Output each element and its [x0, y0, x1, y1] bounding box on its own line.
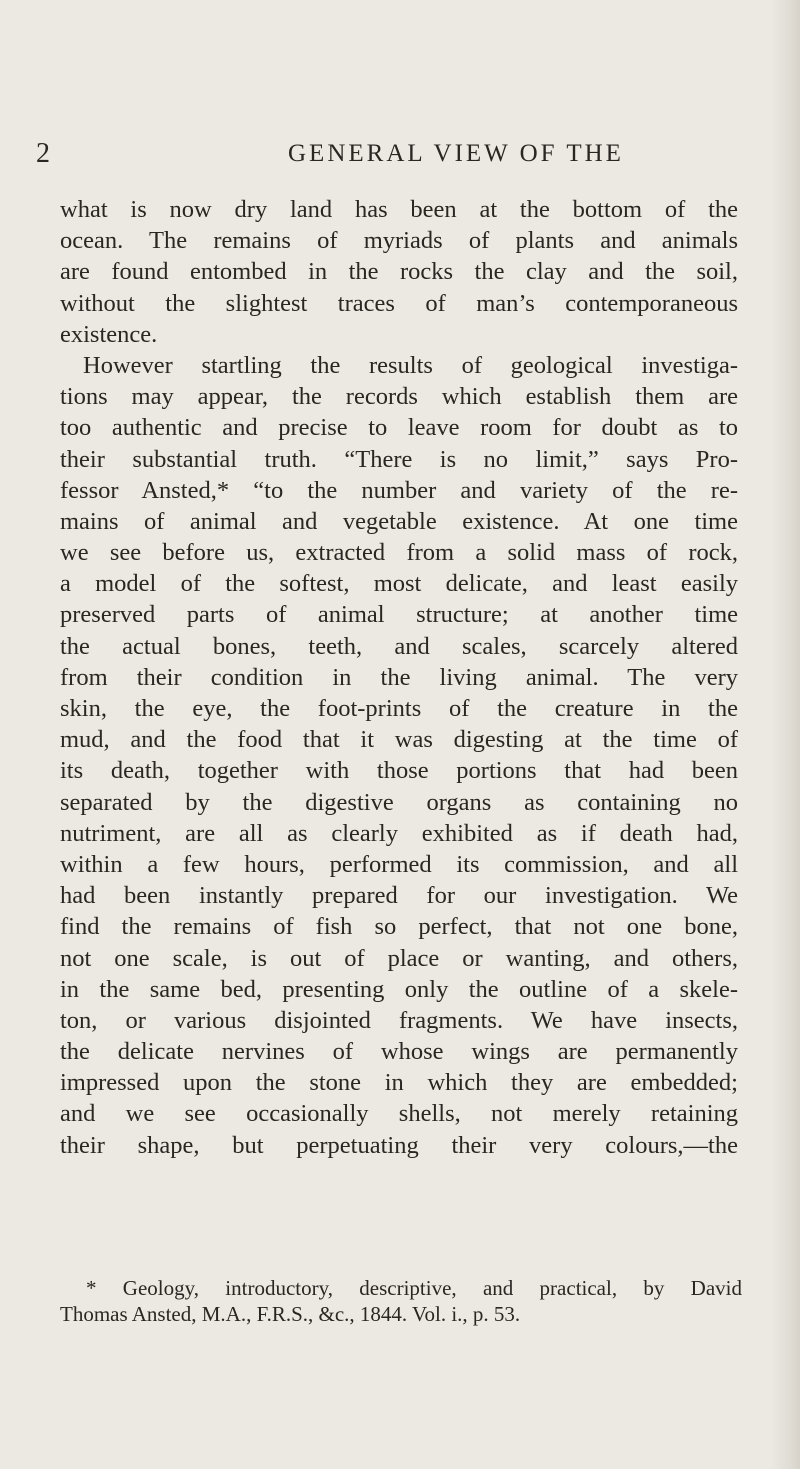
- text-line: the actual bones, teeth, and scales, scarcely altered: [60, 632, 738, 660]
- text-line: and we see occasionally shells, not merely retaining: [60, 1100, 738, 1128]
- text-line: find the remains of fish so perfect, that not one bone,: [60, 913, 738, 941]
- text-line: its death, together with those portions that had been: [60, 757, 738, 785]
- text-line: ocean. The remains of myriads of plants and animals: [60, 227, 738, 255]
- text-line: too authentic and precise to leave room for doubt as to: [60, 414, 738, 442]
- text-line: impressed upon the stone in which they are embedded;: [60, 1069, 738, 1097]
- text-line: what is now dry land has been at the bottom of the: [60, 196, 738, 223]
- text-line: However startling the results of geological investiga-: [83, 351, 738, 379]
- text-line: the delicate nervines of whose wings are permanently: [60, 1038, 738, 1066]
- text-line: a model of the softest, most delicate, and least easily: [60, 570, 738, 598]
- text-line: in the same bed, presenting only the outline of a skele-: [60, 975, 738, 1003]
- text-line: mains of animal and vegetable existence. At one time: [60, 507, 738, 535]
- text-line: skin, the eye, the foot-prints of the creature in the: [60, 695, 738, 722]
- running-title: GENERAL VIEW OF THE: [288, 140, 624, 167]
- text-line: nutriment, are all as clearly exhibited as if death had,: [60, 819, 738, 847]
- text-line: preserved parts of animal structure; at another time: [60, 601, 738, 629]
- text-line: without the slightest traces of man’s contemporaneous: [60, 289, 738, 317]
- text-line: fessor Ansted,* “to the number and variety of the re-: [60, 476, 738, 504]
- footnote: [60, 1275, 742, 1327]
- page-number: 2: [36, 138, 51, 169]
- text-line: we see before us, extracted from a solid mass of rock,: [60, 539, 738, 567]
- text-line: ton, or various disjointed fragments. We have insects,: [60, 1006, 738, 1034]
- footnote-line: * Geology, introductory, descriptive, and practical, by David: [86, 1276, 742, 1300]
- text-line: from their condition in the living animal. The very: [60, 663, 738, 691]
- text-line: are found entombed in the rocks the clay and the soil,: [60, 258, 738, 286]
- body-text: [60, 194, 738, 1161]
- text-line: tions may appear, the records which establish them are: [60, 383, 738, 411]
- text-line: existence.: [60, 320, 158, 348]
- text-line: not one scale, is out of place or wanting, and others,: [60, 944, 738, 972]
- text-line: their shape, but perpetuating their very colours,—the: [60, 1131, 738, 1159]
- text-line: separated by the digestive organs as containing no: [60, 788, 738, 816]
- text-line: had been instantly prepared for our investigation. We: [60, 882, 738, 910]
- running-head: [36, 138, 764, 178]
- text-line: within a few hours, performed its commission, and all: [60, 850, 738, 878]
- text-line: their substantial truth. “There is no limit,” says Pro-: [60, 445, 738, 473]
- footnote-line: Thomas Ansted, M.A., F.R.S., &c., 1844. Vol. i., p. 53.: [60, 1302, 521, 1326]
- text-line: mud, and the food that it was digesting at the time of: [60, 726, 738, 754]
